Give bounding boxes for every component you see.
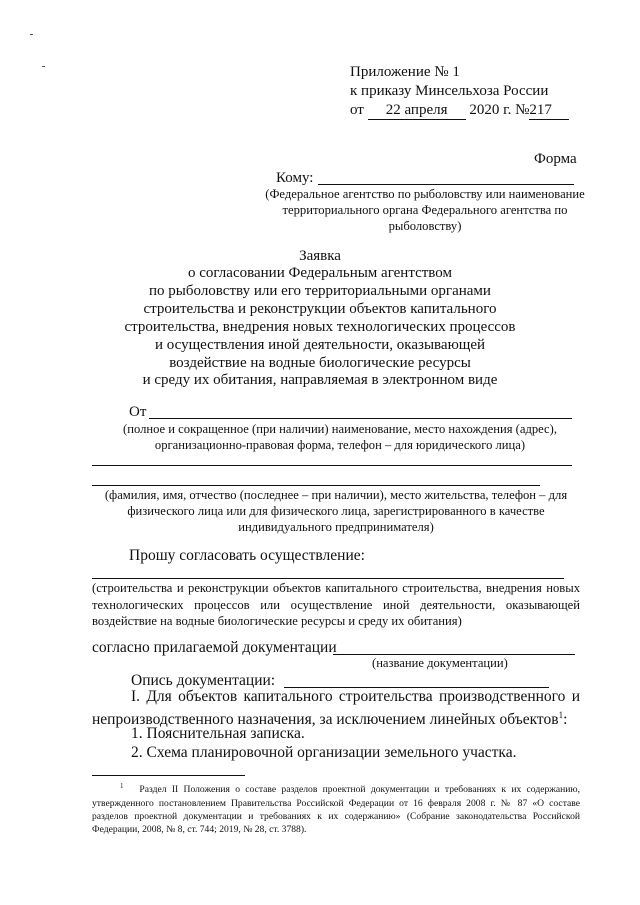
application-heading: Заявка — [299, 248, 341, 264]
addressee-label: Кому: — [276, 170, 314, 186]
section-1-colon: : — [563, 711, 568, 729]
section-1-text — [92, 687, 580, 729]
footnote-reference: 1 — [558, 710, 564, 720]
footnote-mark: 1 — [120, 782, 124, 790]
application-title-line: о согласовании Федеральным агентством — [188, 265, 452, 281]
footnote — [92, 780, 580, 837]
date-year: 2020 г. № — [469, 102, 530, 118]
request-hint: (строительства и реконструкции объектов капитального строительства, внедрения новых технологических процессов или осуществление иной деятельности, оказывающей воздействие на водные биологические ресурсы и среду их обитания) — [92, 581, 580, 628]
request-field-line — [92, 578, 564, 579]
scan-speck — [42, 66, 45, 67]
request-text: Прошу согласовать осуществление: — [129, 547, 365, 564]
from-field-line-3 — [92, 485, 540, 486]
application-title-line: и осуществления иной деятельности, оказывающей — [154, 337, 486, 353]
from-individual-hint: (фамилия, имя, отчество (последнее – при наличии), место жительства, телефон – для физического лица или для физического лица, зарегистрированного в качестве индивидуального предпринимателя) — [104, 488, 568, 534]
date-prefix: от — [350, 102, 364, 118]
application-title-line: по рыболовству или его территориальными органами — [149, 283, 491, 299]
from-label: От — [129, 404, 147, 420]
section-1-body: I. Для объектов капитального строительства производственного и непроизводственного назначения, за исключением линейных объектов — [92, 688, 580, 729]
documentation-field-line — [333, 654, 575, 655]
document-list-item: 1. Пояснительная записка. — [131, 725, 305, 742]
document-list-item: 2. Схема планировочной организации земельного участка. — [131, 744, 517, 761]
documentation-list-label: Опись документации: — [131, 672, 276, 689]
order-reference-line: к приказу Минсельхоза России — [350, 83, 549, 99]
documentation-text: согласно прилагаемой документации — [92, 639, 337, 656]
form-label: Форма — [534, 151, 577, 167]
footnote-text: Раздел II Положения о составе разделов проектной документации и требованиях к их содержанию, утвержденного постановлением Правительства Российской Федерации от 16 февраля 2008 г. № 87 «О составе разделов проектной документации и требованиях к их содержанию» (Собрание законодательства Российской Федерации, 2008, № 8, ст. 744; 2019, № 28, ст. 3788). — [92, 784, 580, 836]
addressee-hint: (Федеральное агентство по рыболовству или наименование территориального органа Федерального агентства по рыболовству) — [265, 187, 585, 233]
footnote-separator — [92, 775, 245, 776]
order-number: 217 — [529, 102, 569, 120]
addressee-field-line — [318, 184, 574, 185]
application-title-line: воздействие на водные биологические ресурсы — [169, 355, 471, 371]
from-field-line-2 — [92, 465, 572, 466]
order-date-line — [350, 102, 569, 120]
scan-speck — [30, 34, 33, 35]
application-title-line: строительства, внедрения новых технологических процессов — [124, 319, 516, 335]
appendix-line: Приложение № 1 — [350, 64, 460, 80]
from-legal-hint: (полное и сокращенное (при наличии) наименование, место нахождения (адрес), организационно-правовая форма, телефон – для юридического лица) — [123, 422, 557, 452]
from-field-line — [149, 418, 572, 419]
application-title-line: и среду их обитания, направляемая в электронном виде — [142, 372, 498, 388]
date-day-month: 22 апреля — [368, 102, 466, 120]
application-title-line: строительства и реконструкции объектов капитального — [143, 301, 497, 317]
documentation-hint: (название документации) — [372, 656, 508, 670]
